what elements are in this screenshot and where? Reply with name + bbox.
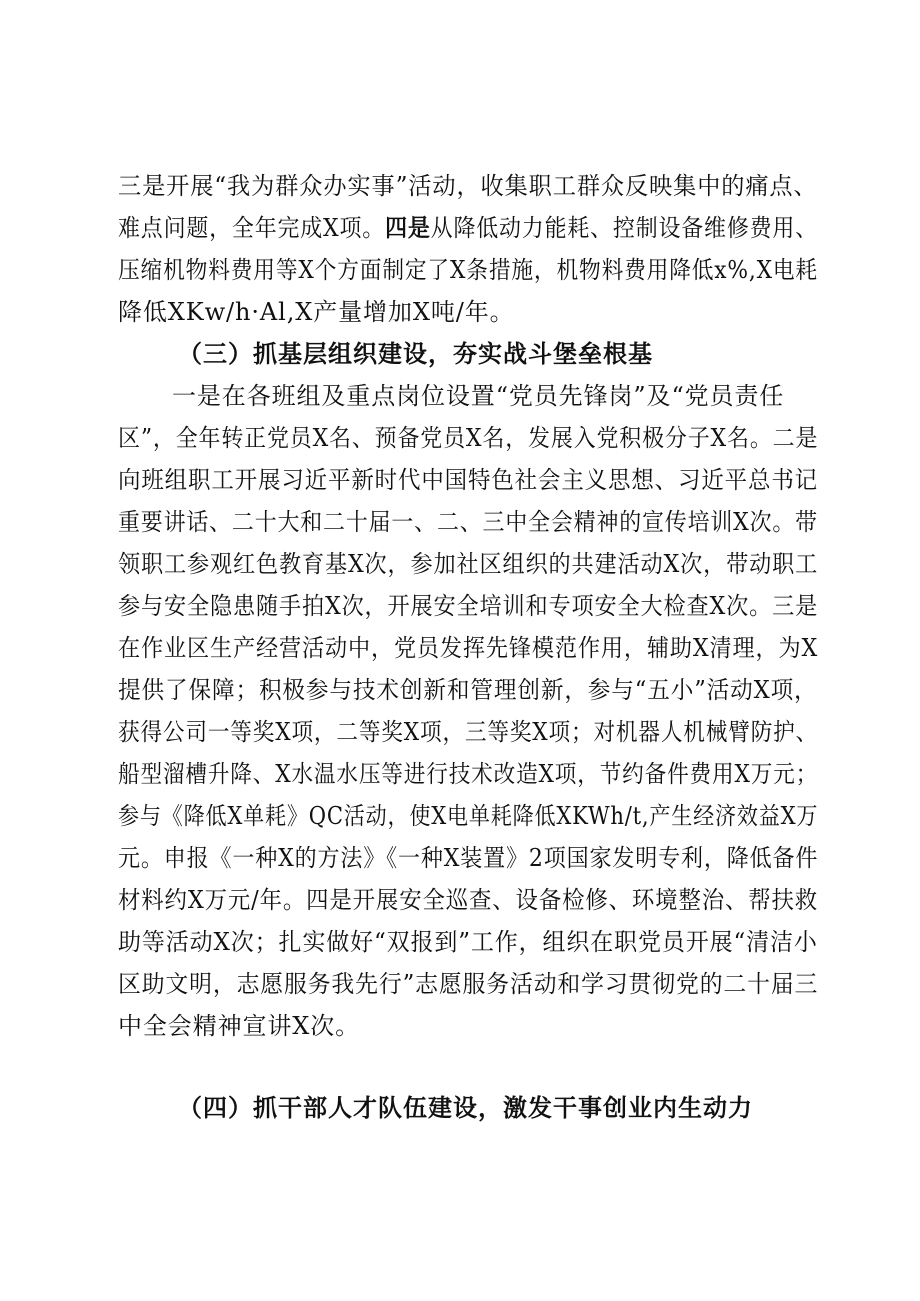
para2-line-12: 元。申报《一种X的方法》《一种X装置》2项国家发明专利，降低备件 — [118, 844, 819, 872]
para2-line-8: 提供了保障；积极参与技术创新和管理创新，参与“五小”活动X项， — [118, 676, 818, 704]
para1-line-3: 压缩机物料费用等X个方面制定了X条措施，机物料费用降低x%,X电耗 — [118, 256, 818, 284]
para1-emphasis: 四是 — [385, 213, 431, 242]
para2-line-11: 参与《降低X单耗》QC活动，使X电单耗降低XKWh/t,产生经济效益X万 — [118, 802, 819, 830]
para1-line-2 — [118, 210, 818, 246]
para2-line-3: 向班组职工开展习近平新时代中国特色社会主义思想、习近平总书记 — [118, 466, 819, 494]
para2-line-9: 获得公司一等奖X项，二等奖X项，三等奖X项；对机器人机械臂防护、 — [118, 718, 819, 746]
para2-line-4: 重要讲话、二十大和二十届一、二、三中全会精神的宣传培训X次。带 — [118, 508, 818, 536]
para2-line-16: 中全会精神宣讲X次。 — [118, 1012, 361, 1040]
para1-line-2-text: 难点问题，全年完成X项。 — [118, 214, 386, 242]
para2-line-13: 材料约X万元/年。四是开展安全巡查、设备检修、环境整治、帮扶救 — [118, 886, 819, 914]
para2-line-5: 领职工参观红色教育基X次，参加社区组织的共建活动X次，带动职工 — [118, 550, 819, 578]
para2-line-10: 船型溜槽升降、X水温水压等进行技术改造X项，节约备件费用X万元； — [118, 760, 819, 788]
para1-line-1: 三是开展“我为群众办实事”活动，收集职工群众反映集中的痛点、 — [118, 172, 818, 200]
para2-line-7: 在作业区生产经营活动中，党员发挥先锋模范作用，辅助X清理，为X — [118, 634, 819, 662]
para2-line-14: 助等活动X次；扎实做好“双报到”工作，组织在职党员开展“清洁小 — [118, 928, 818, 956]
section-heading-3: （三）抓基层组织建设，夯实战斗堡垒根基 — [178, 339, 653, 368]
para2-line-15: 区助文明，志愿服务我先行”志愿服务活动和学习贯彻党的二十届三 — [118, 970, 819, 998]
para2-line-1: 一是在各班组及重点岗位设置“党员先锋岗”及“党员责任 — [172, 382, 785, 410]
para1-line-4: 降低XKw/h·Al,X产量增加X吨/年。 — [118, 298, 515, 326]
para1-line-2-tail: 从降低动力能耗、控制设备维修费用、 — [430, 214, 818, 242]
para2-line-6: 参与安全隐患随手拍X次，开展安全培训和专项安全大检查X次。三是 — [118, 592, 819, 620]
section-heading-4: （四）抓干部人才队伍建设，激发干事创业内生动力 — [178, 1093, 753, 1122]
para2-line-2: 区”，全年转正党员X名、预备党员X名，发展入党积极分子X名。二是 — [118, 424, 819, 452]
